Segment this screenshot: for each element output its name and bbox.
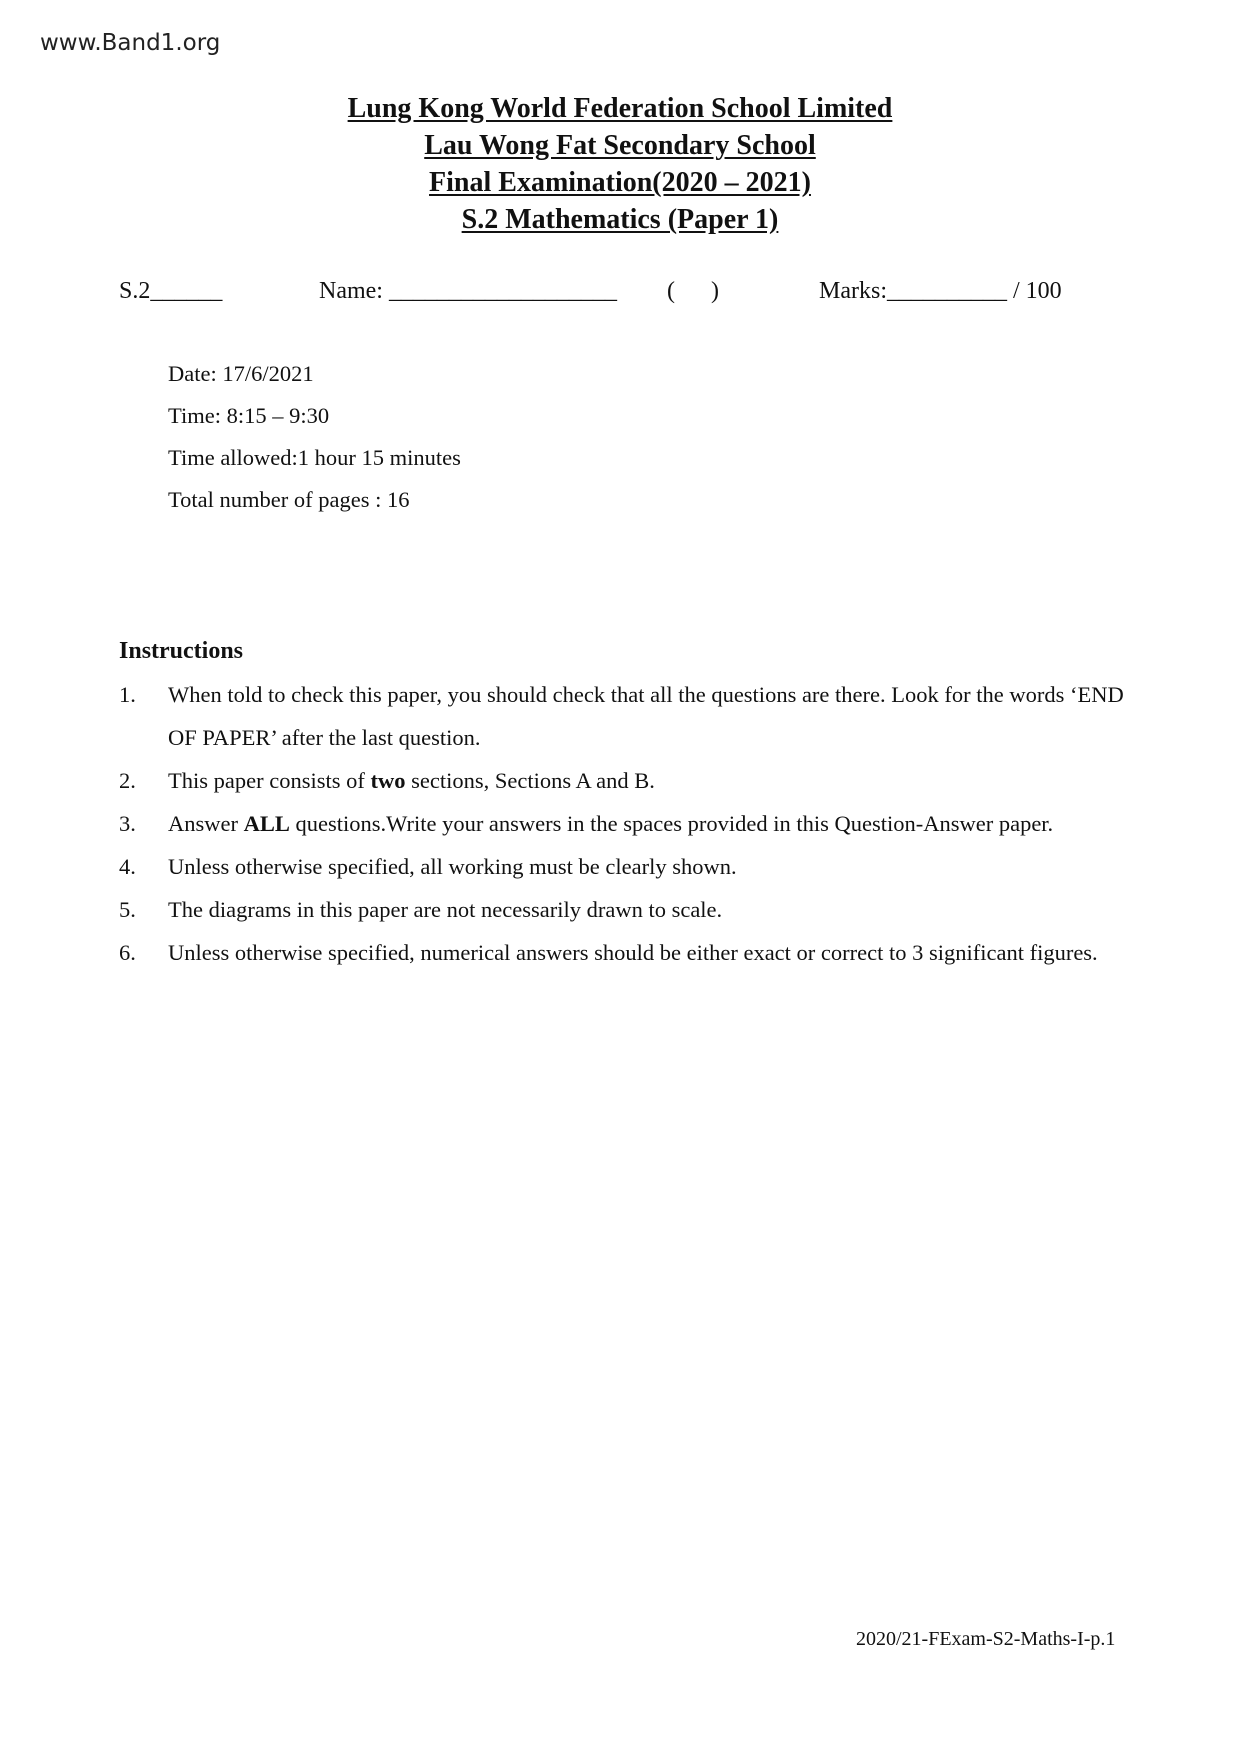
school-name-title: Lau Wong Fat Secondary School xyxy=(424,130,816,161)
instruction-item: 2. This paper consists of two sections, Sections A and B. xyxy=(119,768,655,793)
instruction-item: 1. When told to check this paper, you should check that all the questions are there. Look for the words ‘END OF PAPER’ after the last question. xyxy=(119,682,1124,750)
exam-header xyxy=(0,90,1240,238)
instruction-item: 5. The diagrams in this paper are not necessarily drawn to scale. xyxy=(119,897,723,922)
instructions-heading: Instructions xyxy=(119,638,244,664)
exam-date: Date: 17/6/2021 xyxy=(168,361,314,386)
time-allowed: Time allowed:1 hour 15 minutes xyxy=(168,445,461,470)
instruction-item: 3. Answer ALL questions.Write your answers in the spaces provided in this Question-Answer paper. xyxy=(119,811,1054,836)
subject-title: S.2 Mathematics (Paper 1) xyxy=(461,204,779,235)
class-field: S.2______ xyxy=(119,278,223,304)
school-sponsor-title: Lung Kong World Federation School Limited xyxy=(347,93,893,124)
marks-field: Marks:__________ / 100 xyxy=(819,278,1062,304)
exam-name-title: Final Examination(2020 – 2021) xyxy=(429,167,811,198)
instruction-item: 6. Unless otherwise specified, numerical answers should be either exact or correct to 3 significant figures. xyxy=(119,940,1098,965)
name-field: Name: ___________________ xyxy=(319,278,617,304)
page-footer: 2020/21-FExam-S2-Maths-I-p.1 xyxy=(856,1628,1116,1650)
student-info-row xyxy=(119,278,1129,314)
watermark-url: www.Band1.org xyxy=(40,30,221,56)
exam-time: Time: 8:15 – 9:30 xyxy=(168,403,330,428)
instructions-list xyxy=(119,673,1129,974)
instruction-item: 4. Unless otherwise specified, all working must be clearly shown. xyxy=(119,854,737,879)
exam-meta xyxy=(168,358,461,526)
page-count: Total number of pages : 16 xyxy=(168,487,410,512)
class-number-field: ( ) xyxy=(667,278,719,304)
